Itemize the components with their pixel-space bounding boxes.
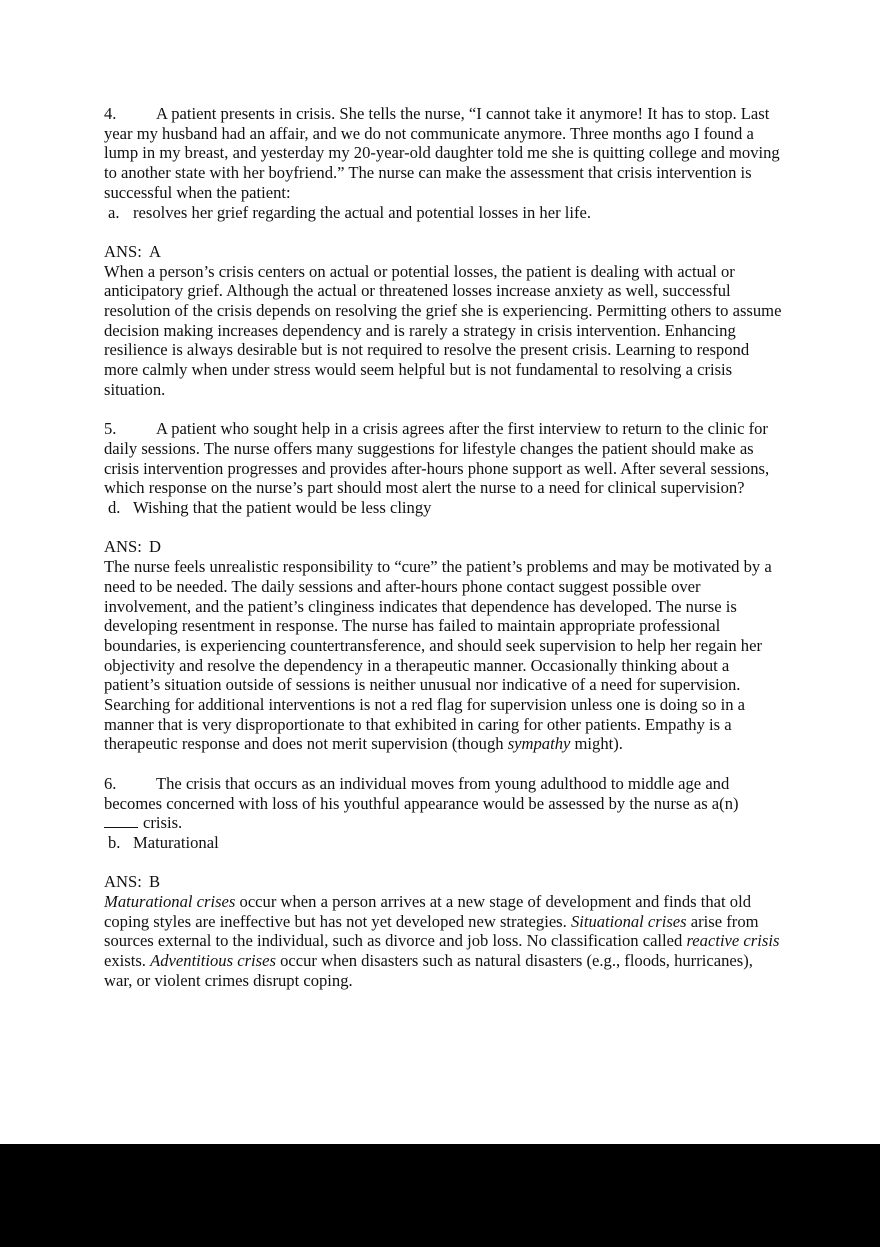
spacer [104,400,784,420]
bottom-black-bar [0,1144,880,1247]
question-5 [104,419,784,754]
choice-letter: d. [108,498,121,518]
question-text: A patient presents in crisis. She tells the nurse, “I cannot take it anymore! It has to stop. Last year my husband had an affair, and we do not communicate anymore. Three months ago I found a lump in my breast, and yesterday my 20-year-old daughter told me she is quitting college and moving to another state with her boyfriend.” The nurse can make the assessment that crisis intervention is successful when the patient: [104,104,780,202]
answer-label: ANS: [104,872,142,892]
rationale-text: arise from sources external to the individual, such as divorce and job loss. No classification called [104,911,759,951]
question-stem [104,419,784,498]
question-text-end: crisis. [143,813,183,833]
answer-block [104,872,784,990]
rationale-text-end: might). [570,734,623,754]
question-6 [104,774,784,991]
answer-block [104,242,784,400]
rationale-text: occur when a person arrives at a new stage of development and finds that old coping styles are ineffective but has not yet developed new strategies. [104,892,751,931]
rationale-term: Adventitious crises [150,951,276,971]
question-stem [104,774,784,833]
answer-key [104,242,784,262]
rationale-text: occur when disasters such as natural disasters (e.g., floods, hurricanes), war, or violent crimes disrupt coping. [104,951,753,990]
answer-key [104,872,784,892]
choice-text: Maturational [133,832,219,852]
question-number: 5. [104,419,117,439]
rationale-term: Situational crises [570,911,687,931]
rationale-term: Maturational crises [104,892,236,912]
question-4 [104,104,784,400]
question-stem [104,104,784,203]
answer-value: D [149,537,161,557]
rationale-text: The nurse feels unrealistic responsibility to “cure” the patient’s problems and may be motivated by a need to be needed. The daily sessions and after-hours phone contact suggest possible over involvement, and the patient’s clinginess indicates that dependence has developed. The nurse is developing resentment in response. The nurse has failed to maintain appropriate professional boundaries, is experiencing countertransference, and should seek supervision to help her regain her objectivity and resolve the dependency in a therapeutic manner. Occasionally thinking about a patient’s situation outside of sessions is neither unusual nor indicative of a need for supervision. Searching for additional interventions is not a red flag for supervision unless one is doing so in a manner that is very disproportionate to that exhibited in caring for other patients. Empathy is a therapeutic response and does not merit supervision (though [104,557,772,754]
question-number: 6. [104,773,117,793]
rationale-term: reactive crisis [686,931,780,951]
answer-label: ANS: [104,241,142,261]
answer-choice [104,203,784,223]
spacer [104,754,784,774]
question-text: The crisis that occurs as an individual moves from young adulthood to middle age and becomes concerned with loss of his youthful appearance would be assessed by the nurse as a(n) [104,773,739,813]
answer-choice [104,833,784,853]
answer-value: B [149,872,161,892]
rationale: When a person’s crisis centers on actual or potential losses, the patient is dealing with actual or anticipatory grief. Although the actual or threatened losses increase anxiety as well, successful resolution of the crisis depends on resolving the grief she is experiencing. Permitting others to assume decision making increases dependency and is rarely a strategy in crisis intervention. Enhancing resilience is always desirable but is not required to resolve the present crisis. Learning to respond more calmly when under stress would seem helpful but is not fundamental to resolving a crisis situation. [104,261,782,399]
rationale [104,557,784,754]
choice-text: resolves her grief regarding the actual and potential losses in her life. [133,202,592,222]
question-number: 4. [104,104,117,123]
answer-label: ANS: [104,537,142,557]
question-text: A patient who sought help in a crisis agrees after the first interview to return to the clinic for daily sessions. The nurse offers many suggestions for lifestyle changes the patient should make as crisis intervention progresses and provides after-hours phone support as well. After several sessions, which response on the nurse’s part should most alert the nurse to a need for clinical supervision? [104,419,770,498]
choice-letter: b. [108,832,121,852]
choice-text: Wishing that the patient would be less clingy [133,498,432,518]
fill-in-blank [104,813,138,828]
answer-value: A [149,241,161,261]
document-content [104,104,784,991]
rationale-text: exists. [104,951,151,971]
answer-block [104,537,784,754]
choice-letter: a. [108,202,120,222]
answer-key [104,537,784,557]
answer-choice [104,498,784,518]
rationale-emphasis: sympathy [507,734,571,754]
rationale [104,892,784,991]
